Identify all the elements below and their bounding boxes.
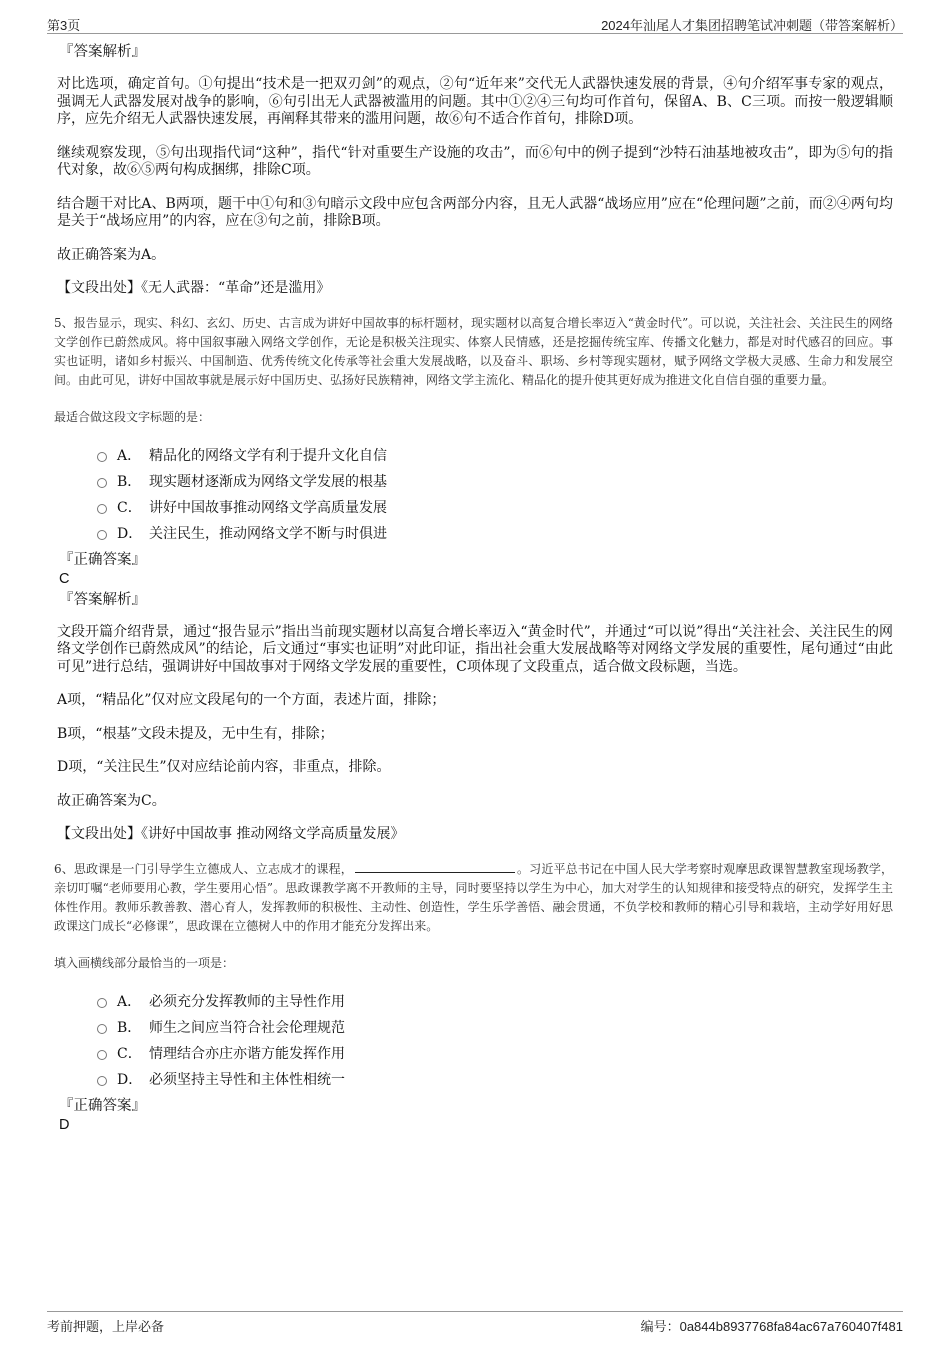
correct-answer-label: 『正确答案』 [59,1097,146,1114]
radio-icon[interactable] [97,1024,107,1034]
option-list [97,988,893,1092]
question-prompt: 填入画横线部分最恰当的一项是： [54,955,235,970]
option-list [97,442,893,546]
analysis-paragraph: 文段开篇介绍背景，通过“报告显示”指出当前现实题材以高复合增长率迈入“黄金时代”，并通过“可以说”得出“关注社会、关注民生的网络文学创作已蔚然成风”的结论，后文通过“事实也证明”对此印证，指出社会重大发展战略等对网络文学发展的重要性，尾句通过“由此可见”进行总结，强调讲好中国故事对于网络文学发展的重要性，C项体现了文段重点，适合做文段标题，当选。 [57,623,893,675]
document-id: 编号：0a844b8937768fa84ac67a760407f481 [640,1319,903,1334]
page-header [47,13,903,34]
option-d[interactable]: D． 关注民生，推动网络文学不断与时俱进 [97,520,893,546]
option-c[interactable]: C． 情理结合亦庄亦谐方能发挥作用 [97,1040,893,1066]
analysis-conclusion: 故正确答案为C。 [57,792,166,809]
analysis-paragraph: 对比选项，确定首句。①句提出“技术是一把双刃剑”的观点，②句“近年来”交代无人武器快速发展的背景，④句介绍军事专家的观点，强调无人武器发展对战争的影响，⑥句引出无人武器被滥用的问题。其中①②④三句均可作首句，保留A、B、C三项。而按一般逻辑顺序，应先介绍无人武器快速发展，再阐释其带来的滥用问题，故⑥句不适合作首句，排除D项。 [57,76,893,127]
question-text: 5、报告显示，现实、科幻、玄幻、历史、古言成为讲好中国故事的标杆题材，现实题材以高复合增长率迈入“黄金时代”。可以说，关注社会、关注民生的网络文学创作已蔚然成风。将中国叙事融入网络文学创作，无论是积极关注现实、体察人民情感，还是挖掘传统宝库、传播文化魅力，都是对时代感召的回应。事实也证明，诸如乡村振兴、中国制造、优秀传统文化传承等社会重大发展战略，以及奋斗、职场、乡村等现实题材，赋予网络文学极大灵感、生命力和发展空间。由此可见，讲好中国故事就是展示好中国历史、弘扬好民族精神，网络文学主流化、精品化的提升使其更好成为推进文化自信自强的重要力量。 [54,315,893,387]
analysis-label: 『答案解析』 [59,591,146,608]
option-c[interactable]: C． 讲好中国故事推动网络文学高质量发展 [97,494,893,520]
option-a[interactable]: A． 精品化的网络文学有利于提升文化自信 [97,442,893,468]
analysis-paragraph: 结合题干对比A、B两项，题干中①句和③句暗示文段中应包含两部分内容，且无人武器“战场应用”应在“伦理问题”之前，而②④两句均是关于“战场应用”的内容，应在③句之前，排除B项。 [57,195,893,229]
option-a[interactable]: A． 必须充分发挥教师的主导性作用 [97,988,893,1014]
radio-icon[interactable] [97,1050,107,1060]
footer-slogan: 考前押题，上岸必备 [47,1319,165,1334]
radio-icon[interactable] [97,1076,107,1086]
analysis-paragraph: A项，“精品化”仅对应文段尾句的一个方面，表述片面，排除； [57,692,446,708]
radio-icon[interactable] [97,998,107,1008]
correct-answer-label: 『正确答案』 [59,551,146,568]
question-prompt: 最适合做这段文字标题的是： [54,409,211,424]
radio-icon[interactable] [97,530,107,540]
analysis-conclusion: 故正确答案为A。 [57,246,166,263]
option-b[interactable]: B． 师生之间应当符合社会伦理规范 [97,1014,893,1040]
option-d[interactable]: D． 必须坚持主导性和主体性相统一 [97,1066,893,1092]
analysis-paragraph: 继续观察发现，⑤句出现指代词“这种”，指代“针对重要生产设施的攻击”，而⑥句中的例子提到“沙特石油基地被攻击”，即为⑤句的指代对象，故⑥⑤两句构成捆绑，排除C项。 [57,144,893,178]
fill-blank [355,860,515,873]
page-footer [47,1311,903,1334]
option-b[interactable]: B． 现实题材逐渐成为网络文学发展的根基 [97,468,893,494]
radio-icon[interactable] [97,504,107,514]
correct-answer: C [59,570,70,587]
source-citation: 【文段出处】《讲好中国故事 推动网络文学高质量发展》 [57,826,405,842]
source-citation: 【文段出处】《无人武器：“革命”还是滥用》 [57,280,331,296]
analysis-paragraph: D项，“关注民生”仅对应结论前内容，非重点，排除。 [57,759,391,775]
page-content [54,42,893,1134]
correct-answer: D [59,1116,70,1133]
question-text: 6、思政课是一门引导学生立德成人、立志成才的课程， 。习近平总书记在中国人民大学考察时观摩思政课智慧教室现场教学，亲切叮嘱“老师要用心教，学生要用心悟”。思政课教学离不开教师的主导，同时要坚持以学生为中心，加大对学生的认知规律和接受特点的研究，发挥学生主体性作用。教师乐教善教、潜心育人，发挥教师的积极性、主动性、创造性，学生乐学善悟、融会贯通，不负学校和教师的精心引导和栽培，主动学好用好思政课这门成长“必修课”，思政课在立德树人中的作用才能充分发挥出来。 [54,861,893,933]
analysis-label: 『答案解析』 [59,44,146,60]
document-title: 2024年汕尾人才集团招聘笔试冲刺题（带答案解析） [601,18,903,33]
radio-icon[interactable] [97,478,107,488]
radio-icon[interactable] [97,452,107,462]
analysis-paragraph: B项，“根基”文段未提及，无中生有，排除； [57,725,334,742]
page-number: 第3页 [47,18,81,33]
